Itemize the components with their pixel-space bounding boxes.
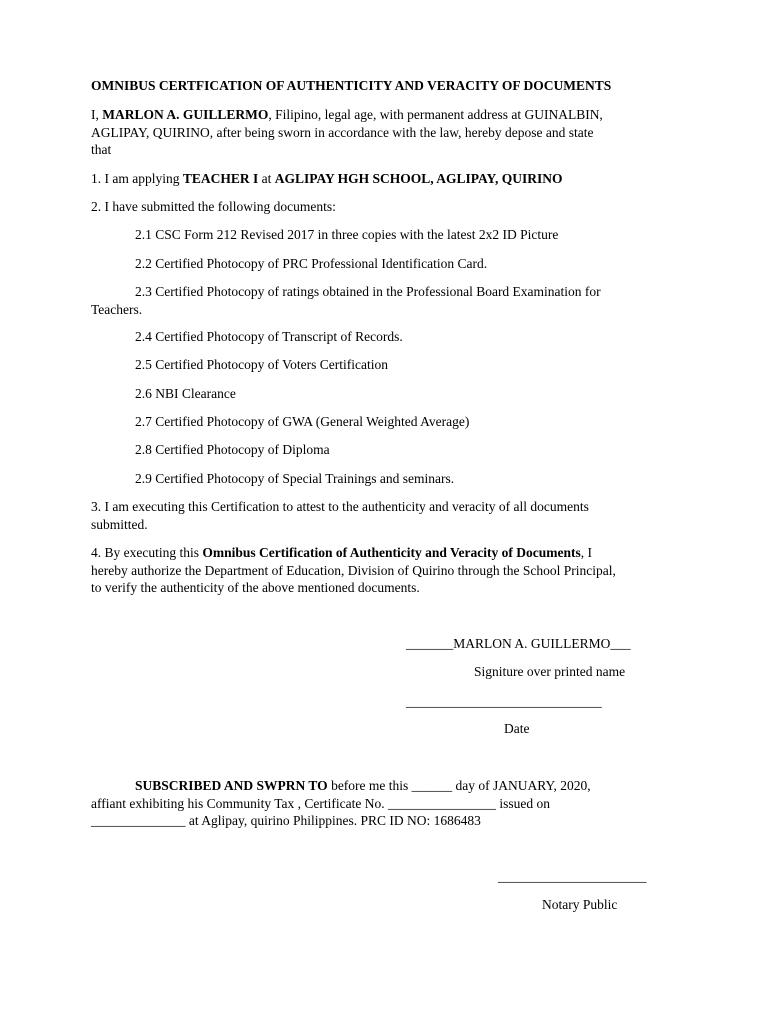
school-name: AGLIPAY HGH SCHOOL, AGLIPAY, QUIRINO — [274, 171, 563, 186]
notary-line: ______________________ — [498, 869, 647, 884]
paragraph-1 — [91, 170, 681, 188]
subscribed-bold: SUBSCRIBED AND SWPRN TO — [135, 778, 328, 793]
intro-line-1 — [91, 106, 681, 124]
doc-item-2-1: 2.1 CSC Form 212 Revised 2017 in three copies with the latest 2x2 ID Picture — [135, 227, 559, 242]
p4-line-2: hereby authorize the Department of Education, Division of Quirino through the School Principal, — [91, 562, 616, 578]
intro-line-3: that — [91, 142, 112, 157]
date-label: Date — [504, 721, 530, 736]
subscribed-line-2: affiant exhibiting his Community Tax , Certificate No. ________________ issued on — [91, 795, 551, 811]
doc-item-2-4: 2.4 Certified Photocopy of Transcript of Records. — [135, 329, 403, 344]
p3-line-2: submitted. — [91, 516, 148, 532]
p4-line-3: to verify the authenticity of the above mentioned documents. — [91, 580, 420, 595]
p1-prefix: 1. I am applying — [91, 171, 183, 186]
subscribed-paragraph — [91, 777, 681, 830]
signature-caption: Signiture over printed name — [474, 664, 626, 679]
paragraph-4 — [91, 544, 681, 597]
doc-item-2-5: 2.5 Certified Photocopy of Voters Certification — [135, 357, 388, 372]
p4-line1-rest: , I — [580, 545, 592, 560]
subscribed-line-1 — [91, 777, 681, 795]
doc-item-2-3 — [91, 283, 681, 318]
doc-item-2-3-line1: 2.3 Certified Photocopy of ratings obtained in the Professional Board Examination for — [135, 284, 601, 299]
intro-line-2: AGLIPAY, QUIRINO, after being sworn in accordance with the law, hereby depose and state — [91, 124, 594, 140]
position-applied: TEACHER I — [182, 171, 259, 186]
p4-prefix: 4. By executing this — [91, 545, 203, 560]
paragraph-3 — [91, 498, 681, 533]
doc-item-2-2: 2.2 Certified Photocopy of PRC Professional Identification Card. — [135, 256, 488, 271]
intro-paragraph — [91, 106, 681, 159]
subscribed-line-3: ______________ at Aglipay, quirino Philippines. PRC ID NO: 1686483 — [91, 813, 481, 828]
subscribed-line1-rest: before me this ______ day of JANUARY, 2020, — [327, 778, 591, 793]
date-line: _____________________________ — [406, 694, 602, 709]
affiant-name: MARLON A. GUILLERMO — [102, 107, 269, 122]
p3-line-1: 3. I am executing this Certification to attest to the authenticity and veracity of all documents — [91, 499, 589, 514]
signature-name-line: _______MARLON A. GUILLERMO___ — [406, 636, 631, 651]
intro-line1-rest: , Filipino, legal age, with permanent address at GUINALBIN, — [268, 107, 603, 122]
intro-prefix: I, — [91, 107, 103, 122]
doc-item-2-6: 2.6 NBI Clearance — [135, 386, 236, 401]
notary-label: Notary Public — [542, 897, 618, 912]
doc-item-2-3-line2: Teachers. — [91, 301, 143, 317]
p4-bold-title: Omnibus Certification of Authenticity and Veracity of Documents — [202, 545, 581, 560]
paragraph-2: 2. I have submitted the following documents: — [91, 199, 336, 214]
doc-item-2-7: 2.7 Certified Photocopy of GWA (General Weighted Average) — [135, 414, 470, 429]
document-title: OMNIBUS CERTFICATION OF AUTHENTICITY AND VERACITY OF DOCUMENTS — [91, 78, 612, 93]
p4-line-1 — [91, 544, 681, 562]
doc-item-2-8: 2.8 Certified Photocopy of Diploma — [135, 442, 330, 457]
doc-item-2-9: 2.9 Certified Photocopy of Special Trainings and seminars. — [135, 471, 455, 486]
p1-mid: at — [258, 171, 275, 186]
